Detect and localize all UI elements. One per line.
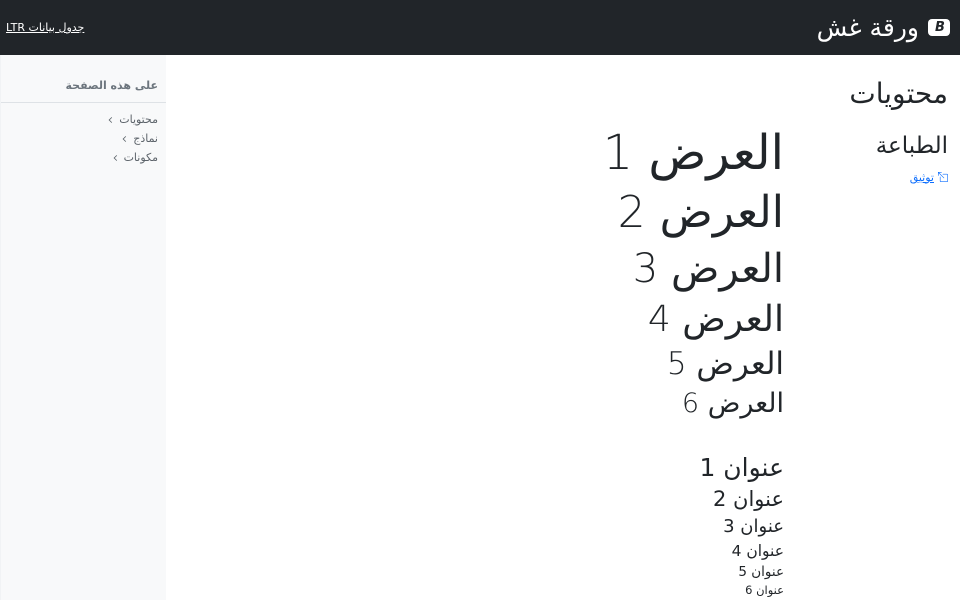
section-heading-column	[798, 125, 948, 187]
page-layout	[0, 55, 960, 600]
display-5-sample: العرض 5	[666, 346, 784, 383]
on-this-page-sidebar	[0, 55, 166, 600]
heading-2-sample: عنوان 2	[712, 486, 784, 511]
sidebar-item-components[interactable]	[1, 148, 166, 167]
sidebar-item-label: محتويات	[119, 113, 158, 126]
sidebar-divider	[1, 102, 166, 103]
sidebar-item-label: مكونات	[123, 151, 158, 164]
typography-section	[182, 125, 948, 602]
ltr-cheatsheet-link[interactable]: جدول بيانات LTR	[6, 21, 85, 34]
navbar-brand-label: ورقة غش	[816, 13, 919, 42]
display-1-sample: العرض 1	[602, 124, 784, 181]
sidebar-nav	[1, 110, 166, 167]
headings-example	[182, 453, 784, 598]
chevron-left-icon	[121, 135, 128, 143]
display-6-sample: العرض 6	[681, 388, 784, 420]
documentation-link[interactable]	[910, 171, 948, 184]
display-headings-example	[182, 125, 784, 421]
page-title: محتويات	[849, 77, 948, 110]
box-arrow-up-left-icon	[938, 172, 948, 182]
chevron-left-icon	[107, 116, 114, 124]
main-content	[166, 55, 960, 600]
examples-column	[182, 125, 784, 602]
heading-5-sample: عنوان 5	[738, 564, 784, 581]
heading-6-sample: عنوان 6	[745, 583, 784, 598]
documentation-link-label: توثيق	[909, 170, 934, 184]
navbar-brand[interactable]	[817, 15, 950, 40]
heading-3-sample: عنوان 3	[723, 515, 784, 537]
sidebar-item-label: نماذج	[133, 132, 158, 145]
heading-4-sample: عنوان 4	[731, 541, 784, 560]
sidebar-item-contents[interactable]	[1, 110, 166, 129]
display-2-sample: العرض 2	[617, 187, 784, 239]
sidebar-title: على هذه الصفحة	[65, 79, 158, 92]
heading-1-sample: عنوان 1	[699, 452, 784, 482]
sidebar-item-forms[interactable]	[1, 129, 166, 148]
top-navbar	[0, 0, 960, 55]
display-3-sample: العرض 3	[632, 245, 784, 292]
display-4-sample: العرض 4	[647, 298, 784, 340]
section-title: الطباعة	[875, 132, 948, 159]
chevron-left-icon	[112, 154, 119, 162]
bootstrap-logo-icon: B	[928, 19, 950, 36]
